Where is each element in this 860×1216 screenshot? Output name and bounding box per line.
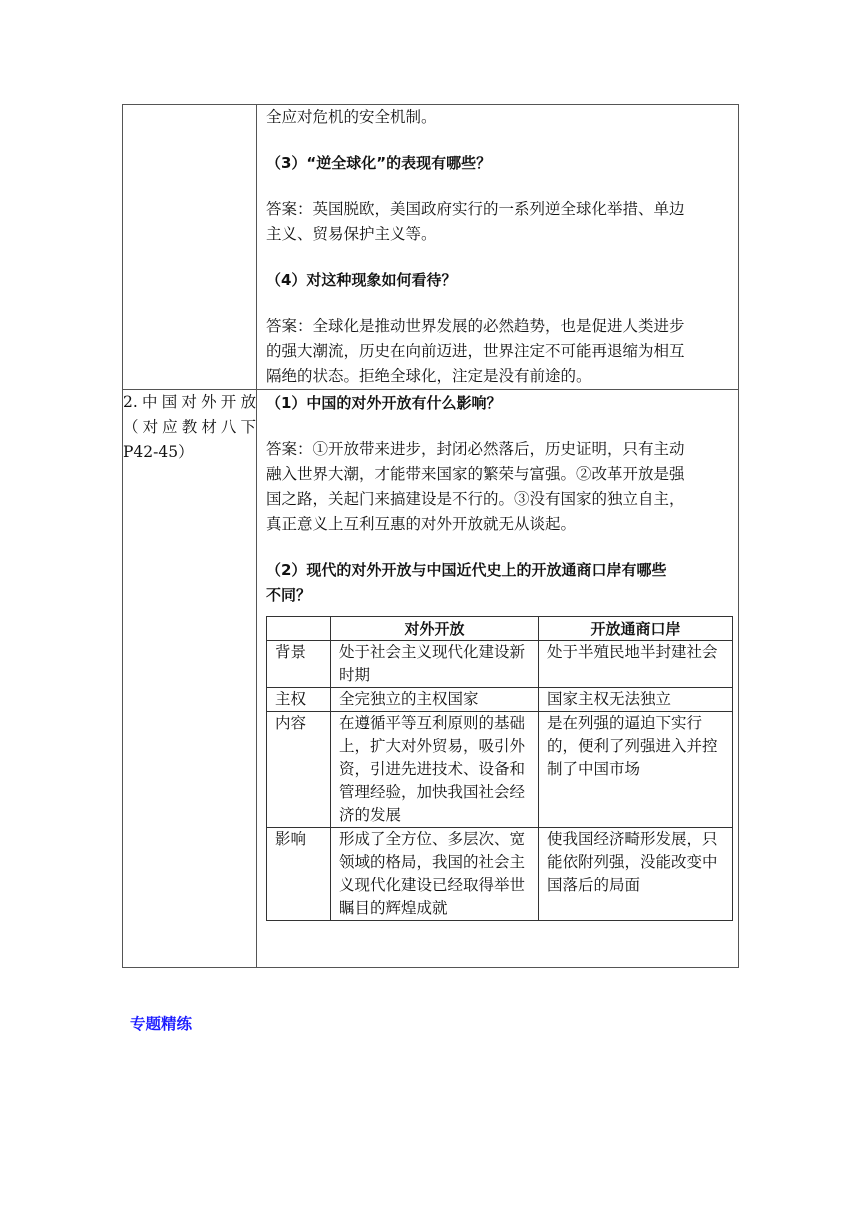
question-1: （1）中国的对外开放有什么影响？ xyxy=(266,394,502,412)
content-cell xyxy=(257,390,739,968)
question-3: （3）“逆全球化”的表现有哪些？ xyxy=(266,154,492,172)
comparison-header-row xyxy=(267,617,733,641)
cell-opening: 形成了全方位、多层次、宽领域的格局，我国的社会主义现代化建设已经取得举世瞩目的辉煌成就 xyxy=(331,828,539,921)
comparison-row xyxy=(267,828,733,921)
answer-4-line: 的强大潮流，历史在向前迈进，世界注定不可能再退缩为相互 xyxy=(266,342,685,360)
cell-treaty-ports: 使我国经济畸形发展，只能依附列强，没能改变中国落后的局面 xyxy=(539,828,733,921)
content-cell xyxy=(257,105,739,390)
cell-treaty-ports: 处于半殖民地半封建社会 xyxy=(539,641,733,688)
answer-1-line: 真正意义上互利互惠的对外开放就无从谈起。 xyxy=(266,515,577,533)
answer-1-line: 答案：①开放带来进步，封闭必然落后，历史证明，只有主动 xyxy=(266,440,685,458)
question-4: （4）对这种现象如何看待？ xyxy=(266,271,457,289)
answer-4-line: 隔绝的状态。拒绝全球化，注定是没有前途的。 xyxy=(266,367,592,385)
table-row xyxy=(123,105,739,390)
study-table xyxy=(122,104,739,968)
comparison-row xyxy=(267,688,733,712)
row-label: 主权 xyxy=(267,688,331,712)
header-cell: 开放通商口岸 xyxy=(539,617,733,641)
section-title: 专题精练 xyxy=(130,1015,193,1033)
answer-1-line: 国之路，关起门来搞建设是不行的。③没有国家的独立自主， xyxy=(266,490,685,508)
row-label: 内容 xyxy=(267,712,331,828)
row-label: 影响 xyxy=(267,828,331,921)
comparison-row xyxy=(267,712,733,828)
comparison-table xyxy=(266,616,733,921)
continuation-text: 全应对危机的安全机制。 xyxy=(266,108,437,126)
answer-1-line: 融入世界大潮，才能带来国家的繁荣与富强。②改革开放是强 xyxy=(266,465,685,483)
comparison-row xyxy=(267,641,733,688)
topic-cell-empty xyxy=(123,105,257,390)
topic-cell: 2.中国对外开放（对应教材八下P42-45） xyxy=(123,390,257,968)
header-cell xyxy=(267,617,331,641)
question-2-line: 不同？ xyxy=(266,586,312,604)
header-cell: 对外开放 xyxy=(331,617,539,641)
question-2-line: （2）现代的对外开放与中国近代史上的开放通商口岸有哪些 xyxy=(266,561,667,579)
row-label: 背景 xyxy=(267,641,331,688)
cell-opening: 处于社会主义现代化建设新时期 xyxy=(331,641,539,688)
cell-treaty-ports: 是在列强的逼迫下实行的，便利了列强进入并控制了中国市场 xyxy=(539,712,733,828)
cell-opening: 在遵循平等互利原则的基础上，扩大对外贸易，吸引外资，引进先进技术、设备和管理经验，加快我国社会经济的发展 xyxy=(331,712,539,828)
cell-treaty-ports: 国家主权无法独立 xyxy=(539,688,733,712)
cell-opening: 全完独立的主权国家 xyxy=(331,688,539,712)
answer-3-line: 答案：英国脱欧，美国政府实行的一系列逆全球化举措、单边 xyxy=(266,200,685,218)
answer-3-line: 主义、贸易保护主义等。 xyxy=(266,225,437,243)
answer-4-line: 答案：全球化是推动世界发展的必然趋势，也是促进人类进步 xyxy=(266,317,685,335)
table-row xyxy=(123,390,739,968)
